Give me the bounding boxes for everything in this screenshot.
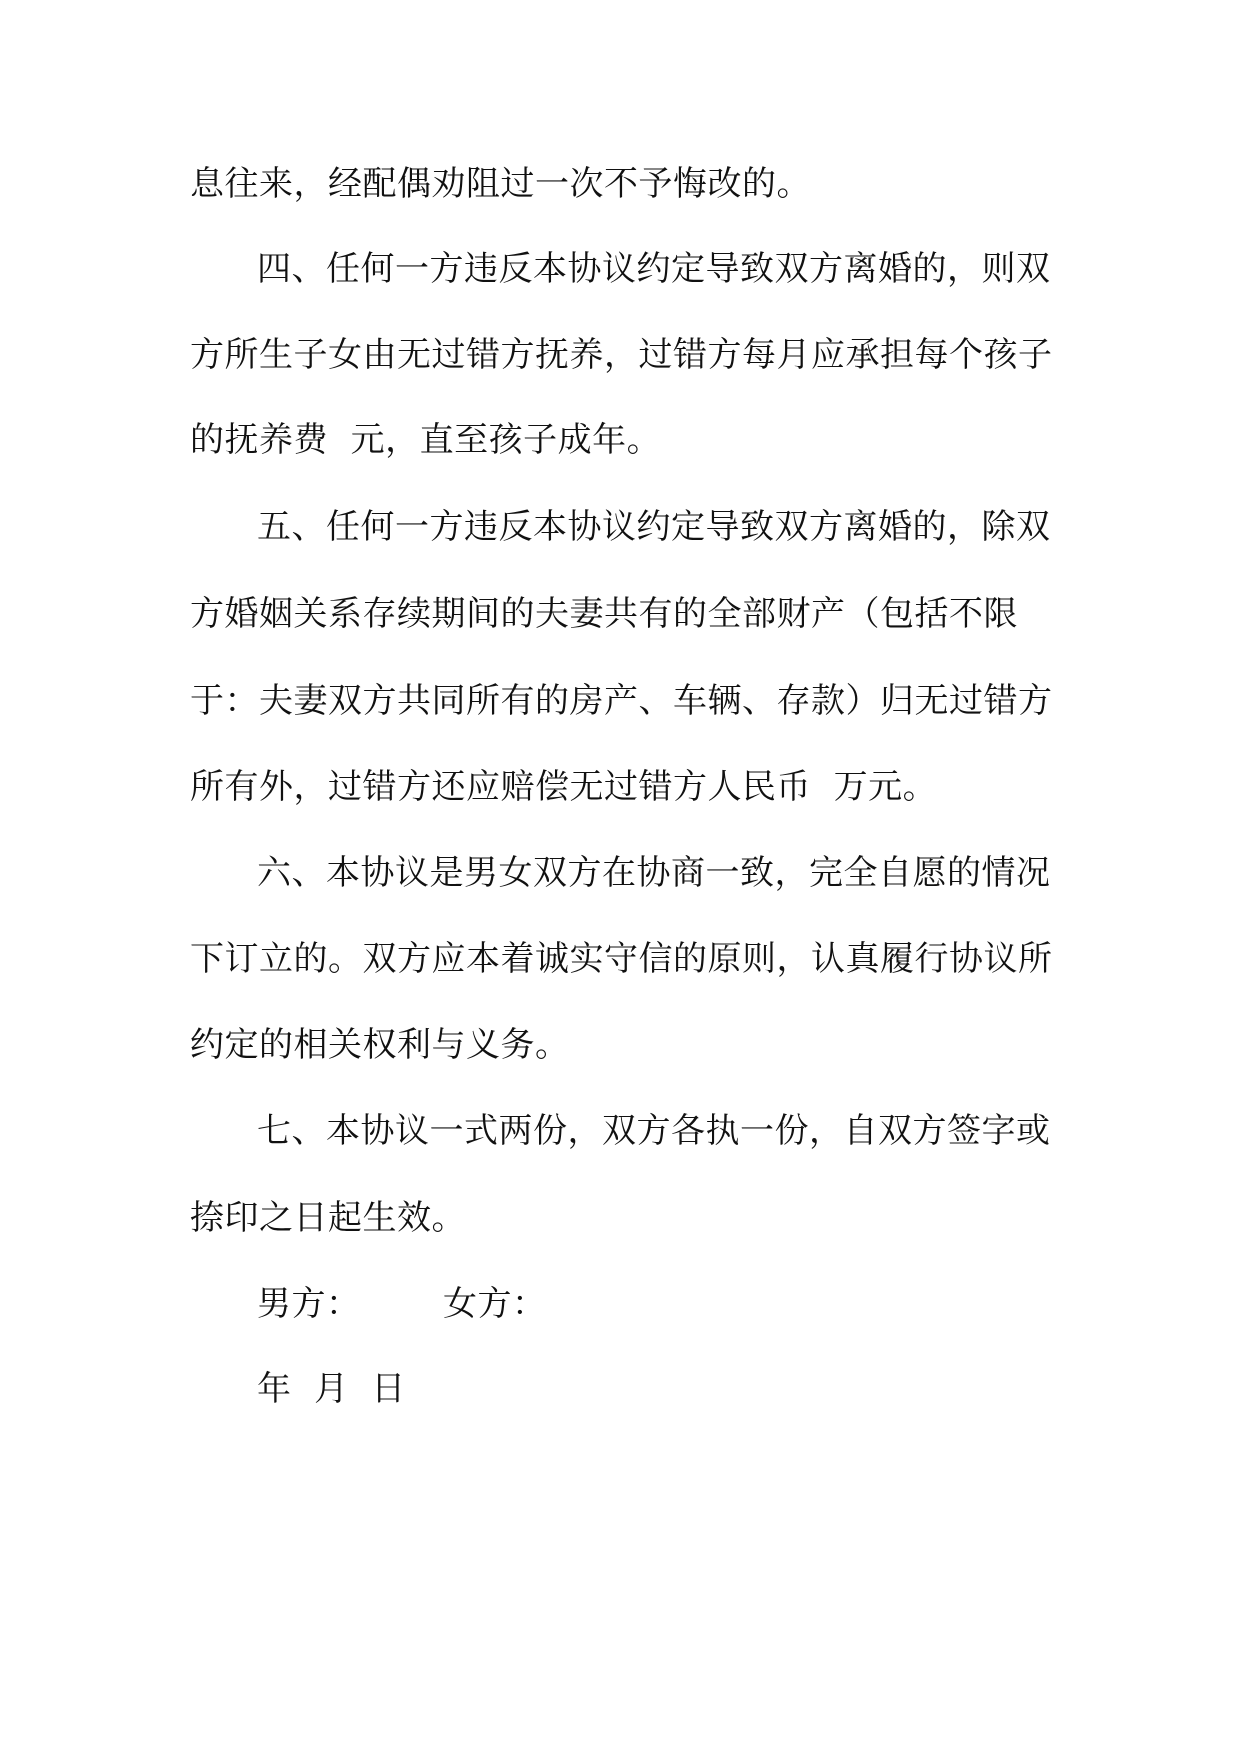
text-line: 息往来，经配偶劝阻过一次不予悔改的。 [190,164,811,204]
clause-7-line: 七、本协议一式两份，双方各执一份，自双方签字或 [257,1111,1051,1151]
clause-5-line: 于：夫妻双方共同所有的房产、车辆、存款）归无过错方 [190,681,1053,721]
clause-5-line: 方婚姻关系存续期间的夫妻共有的全部财产（包括不限 [190,594,1018,634]
clause-4-line: 的抚养费 元，直至孩子成年。 [190,420,662,460]
clause-6-line: 下订立的。双方应本着诚实守信的原则，认真履行协议所 [190,939,1053,979]
clause-5-line: 五、任何一方违反本协议约定导致双方离婚的，除双 [257,507,1051,547]
clause-6-line: 六、本协议是男女双方在协商一致，完全自愿的情况 [257,853,1051,893]
female-signature-label: 女方： [443,1284,547,1324]
clause-6-line: 约定的相关权利与义务。 [190,1025,570,1065]
date-line: 年 月 日 [257,1369,406,1409]
clause-4-line: 方所生子女由无过错方抚养，过错方每月应承担每个孩子 [190,335,1053,375]
clause-5-line: 所有外，过错方还应赔偿无过错方人民币 万元。 [190,767,938,807]
clause-7-line: 捺印之日起生效。 [190,1198,466,1238]
clause-4-line: 四、任何一方违反本协议约定导致双方离婚的，则双 [257,249,1051,289]
male-signature-label: 男方： [257,1284,361,1324]
